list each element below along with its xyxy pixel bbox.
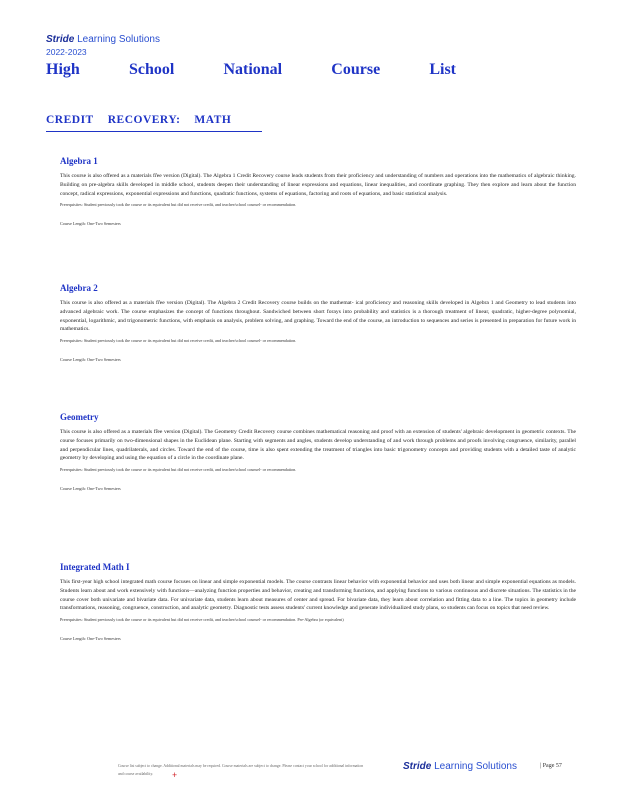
brand-logo-text: Stride Learning Solutions <box>46 34 160 45</box>
footer-disclaimer: Course list subject to change. Additional materials may be required. Course materials are subject to change. Please contact your school for additional information and course availability. <box>118 764 364 776</box>
course-title: Integrated Math I <box>60 562 130 572</box>
course-prerequisites: Prerequisites: Student previously took the course or its equivalent but did not receive credit, and teacher/school counsel- or recommendation. Pre-Algebra (or equivalent) <box>60 617 344 623</box>
page-number: | Page 57 <box>540 763 562 769</box>
course-length: Course Length: One-Two Semesters <box>60 221 121 227</box>
course-description: This course is also offered as a materials fr̃ee version (Digital). The Geometry Credit Recovery course combines mathematical reasoning and proof with an extension of students' algebraic development in geometric contexts. The course focuses primarily on two-dimensional shapes in the Euclidean plane. Starting with segments and angles, students develop understanding of and work through problems and proofs involving congruence, similarity, parallel and perpendicular lines, quadrilaterals, and circles. Toward the end of the course, time is also spent extending the treatment of triangles into basic trigonometry concepts and providing students with a detailed taste of analytic geometry by developing and using the equation of a circle in the coordinate plane. <box>60 429 576 462</box>
course-description: This course is also offered as a materials fr̃ee version (Digital). The Algebra 2 Credit Recovery course builds on the mathemat- ical proficiency and reasoning skills developed in Algebra 1 and Geometry to lead students into advanced algebraic work. The course emphasizes the concept of functions throughout. Sandwiched between short forays into probability and statistics is a thorough treatment of linear, quadratic, higher-degree polynomial, exponential, logarithmic, and trigonometric functions, with emphasis on analysis, problem solving, and graphing. Toward the end of the course, an introduction to sequences and series is presented in preparation for future work in mathematics. <box>60 300 576 333</box>
course-length: Course Length: One-Two Semesters <box>60 486 121 492</box>
catalog-year: 2022-2023 <box>46 47 87 57</box>
course-title: Geometry <box>60 412 99 422</box>
course-block-algebra-2 <box>60 283 576 362</box>
title-word: National <box>223 61 283 78</box>
course-description: This first-year high school integrated math course focuses on linear and simple exponential models. The course contrasts linear behavior with exponential behavior and uses both linear and simple exponential equations as models. Students learn about and work extensively with functions—analyzing function properties and behavior, creating and transforming functions, and applying functions to various continuous and discrete situations. The statistics in the course cover both univariate and bivariate data. For univariate data, students learn about measures of center and spread. For bivariate data, they learn about correlation and fitting data to a line. The topics in geometry include transformations, reasoning, congruence, construction, and analytic geometry. Diagnostic tests assess students' current knowledge and generate individualized study plans, so students can focus on topics that need review. <box>60 579 576 612</box>
course-prerequisites: Prerequisites: Student previously took the course or its equivalent but did not receive credit, and teacher/school counsel- or recommendation. <box>60 338 297 344</box>
title-word: School <box>128 61 175 78</box>
course-block-integrated-math-1 <box>60 562 576 641</box>
course-description: This course is also offered as a materials fr̃ee version (Digital). The Algebra 1 Credit Recovery course leads students from their proficiency and understanding of numbers and operations into the mathematics of algebraic thinking. Building on pre-algebra skills developed in middle school, students deepen their understanding of linear expressions and equations, linear inequalities, and coordinate graphing. They then explore and learn about the function concept, radical expressions, exponential expressions and functions, quadratic functions, systems of equations, factoring and roots of equations, and basic statistical analysis. <box>60 173 576 197</box>
footer-brand-logo: Stride Learning Solutions <box>403 761 517 772</box>
course-prerequisites: Prerequisites: Student previously took the course or its equivalent but did not receive credit, and teacher/school counsel- or recommendation. <box>60 467 297 473</box>
course-prerequisites: Prerequisites: Student previously took the course or its equivalent but did not receive credit, and teacher/school counsel- or recommendation. <box>60 202 297 208</box>
course-length: Course Length: One-Two Semesters <box>60 636 121 642</box>
title-word: High <box>46 61 80 78</box>
course-block-geometry <box>60 412 576 491</box>
title-word: Course <box>331 61 381 78</box>
plus-icon: + <box>172 770 178 780</box>
course-title: Algebra 1 <box>60 156 98 166</box>
title-word: List <box>429 61 456 78</box>
course-block-algebra-1 <box>60 156 576 226</box>
section-heading: CREDIT RECOVERY: MATH <box>46 114 232 126</box>
section-underline <box>46 131 262 132</box>
course-title: Algebra 2 <box>60 283 98 293</box>
page-title <box>46 61 456 79</box>
course-length: Course Length: One-Two Semesters <box>60 357 121 363</box>
